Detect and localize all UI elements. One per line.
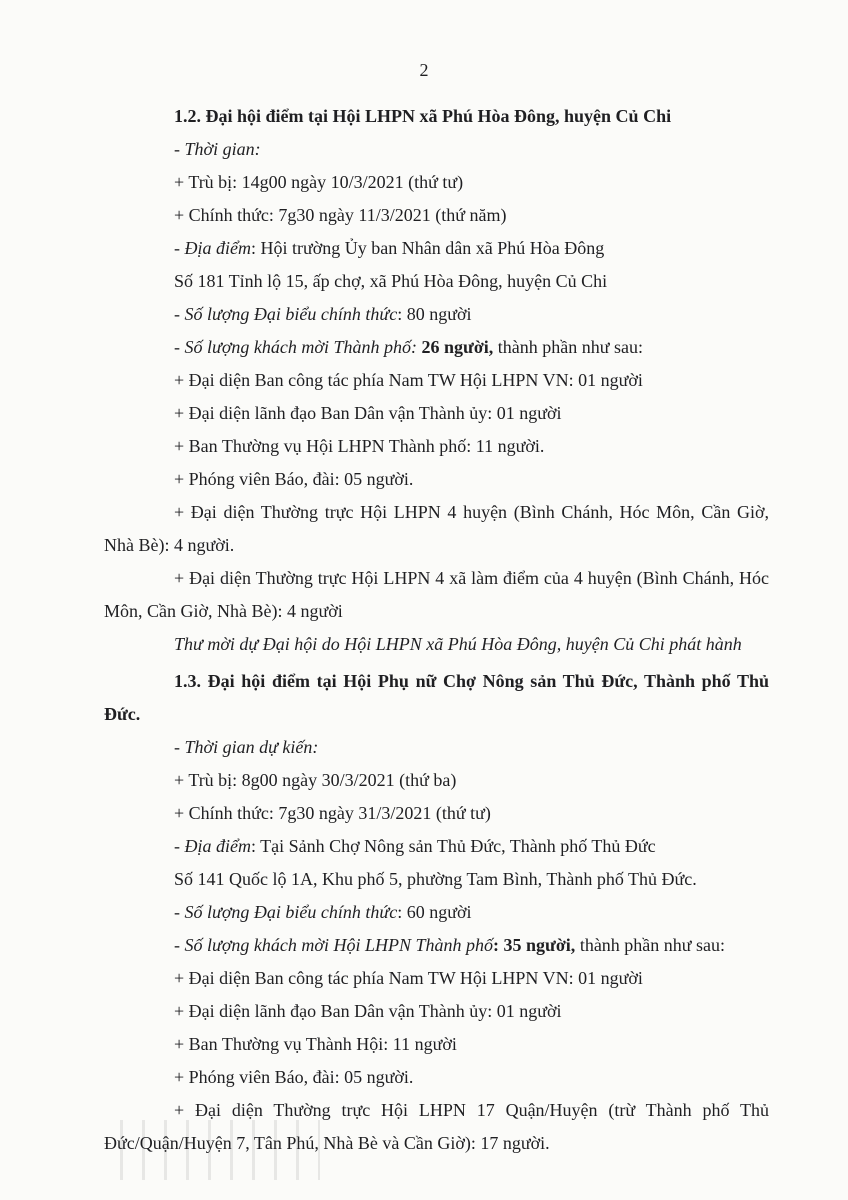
scan-artifact <box>120 1120 320 1180</box>
time-prep: + Trù bị: 8g00 ngày 30/3/2021 (thứ ba) <box>174 770 457 790</box>
section-heading-1-3: 1.3. Đại hội điểm tại Hội Phụ nữ Chợ Nông sản Thủ Đức, Thành phố Thủ Đức. <box>104 671 769 724</box>
guests-label: - Số lượng khách mời Hội LHPN Thành phố <box>174 935 494 955</box>
guests-count: : 35 người, <box>493 935 576 955</box>
guests-rest: thành phần như sau: <box>493 337 644 357</box>
venue-address: Số 181 Tỉnh lộ 15, ấp chợ, xã Phú Hòa Đông, huyện Củ Chi <box>174 271 608 291</box>
invitation-note: Thư mời dự Đại hội do Hội LHPN xã Phú Hòa Đông, huyện Củ Chi phát hành <box>174 634 742 654</box>
guest-item: + Đại diện Thường trực Hội LHPN 4 huyện (Bình Chánh, Hóc Môn, Cần Giờ, Nhà Bè): 4 người. <box>104 502 769 555</box>
delegates-line <box>104 896 769 929</box>
guest-item: + Đại diện lãnh đạo Ban Dân vận Thành ủy: 01 người <box>174 1001 562 1021</box>
guest-item: + Phóng viên Báo, đài: 05 người. <box>174 1067 414 1087</box>
time-official: + Chính thức: 7g30 ngày 31/3/2021 (thứ tư) <box>174 803 491 823</box>
delegates-value: : 80 người <box>397 304 472 324</box>
venue-line <box>104 830 769 863</box>
venue-label: - Địa điểm <box>174 836 251 856</box>
delegates-line <box>104 298 769 331</box>
guests-count: 26 người, <box>417 337 494 357</box>
time-label: - Thời gian dự kiến: <box>174 737 319 757</box>
venue-address: Số 141 Quốc lộ 1A, Khu phố 5, phường Tam Bình, Thành phố Thủ Đức. <box>174 869 697 889</box>
guest-item: + Đại diện Thường trực Hội LHPN 17 Quận/Huyện (trừ Thành phố Thủ Đức/Quận/Huyện 7, Tân Phú, Nhà Bè và Cần Giờ): 17 người. <box>104 1100 769 1153</box>
document-body <box>104 100 769 1160</box>
venue-value: : Hội trường Ủy ban Nhân dân xã Phú Hòa Đông <box>250 238 605 258</box>
delegates-label: - Số lượng Đại biểu chính thức <box>174 304 398 324</box>
guest-item: + Phóng viên Báo, đài: 05 người. <box>174 469 414 489</box>
guests-line <box>104 331 769 364</box>
time-prep: + Trù bị: 14g00 ngày 10/3/2021 (thứ tư) <box>174 172 464 192</box>
guest-item: + Đại diện Ban công tác phía Nam TW Hội LHPN VN: 01 người <box>174 370 643 390</box>
page-number: 2 <box>419 60 429 80</box>
guest-item: + Đại diện lãnh đạo Ban Dân vận Thành ủy: 01 người <box>174 403 562 423</box>
venue-label: - Địa điểm <box>174 238 251 258</box>
guest-item: + Đại diện Ban công tác phía Nam TW Hội LHPN VN: 01 người <box>174 968 643 988</box>
venue-value: : Tại Sảnh Chợ Nông sản Thủ Đức, Thành phố Thủ Đức <box>250 836 656 856</box>
guest-item: + Ban Thường vụ Thành Hội: 11 người <box>174 1034 457 1054</box>
guest-item: + Ban Thường vụ Hội LHPN Thành phố: 11 người. <box>174 436 545 456</box>
guest-item: + Đại diện Thường trực Hội LHPN 4 xã làm điểm của 4 huyện (Bình Chánh, Hóc Môn, Cần Giờ, Nhà Bè): 4 người <box>104 568 769 621</box>
venue-line <box>104 232 769 265</box>
guests-line <box>104 929 769 962</box>
guests-rest: thành phần như sau: <box>575 935 726 955</box>
section-heading-1-2: 1.2. Đại hội điểm tại Hội LHPN xã Phú Hòa Đông, huyện Củ Chi <box>174 106 672 126</box>
guests-label: - Số lượng khách mời Thành phố: <box>174 337 418 357</box>
time-official: + Chính thức: 7g30 ngày 11/3/2021 (thứ năm) <box>174 205 507 225</box>
delegates-value: : 60 người <box>397 902 472 922</box>
time-label: - Thời gian: <box>174 139 261 159</box>
delegates-label: - Số lượng Đại biểu chính thức <box>174 902 398 922</box>
